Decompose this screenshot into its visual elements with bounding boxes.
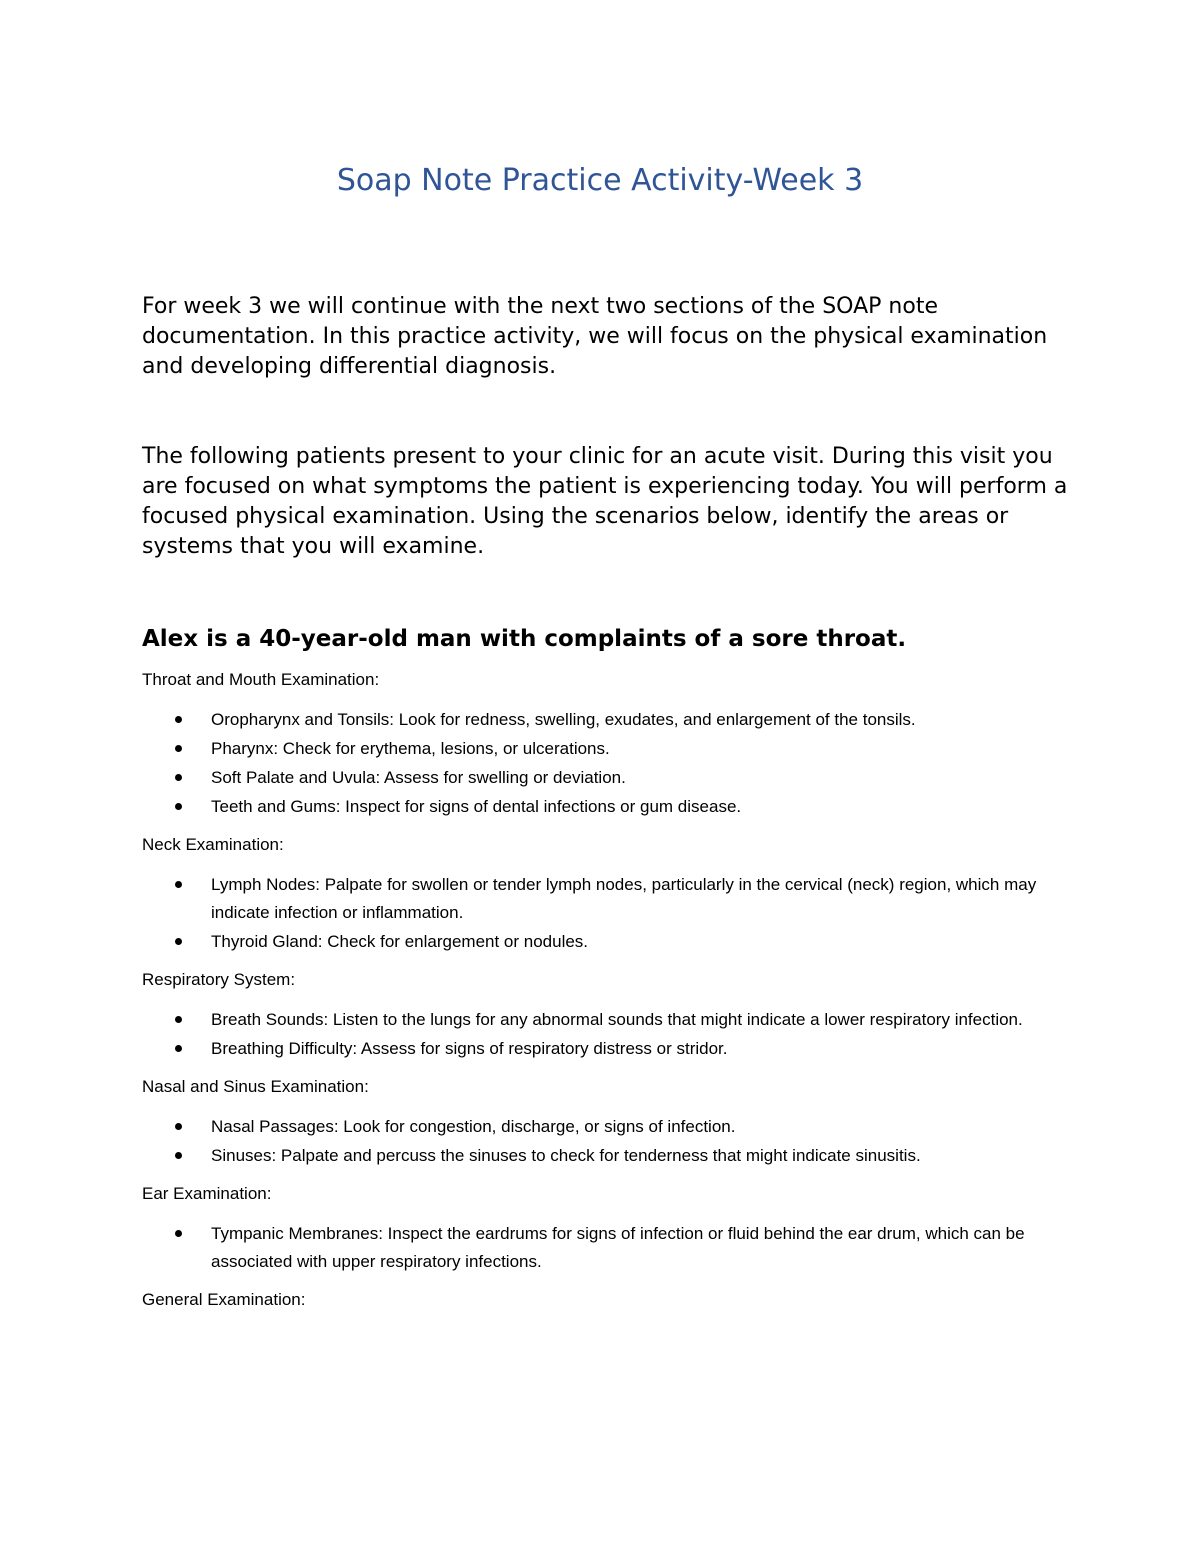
list-item (142, 1220, 1072, 1276)
list-item (142, 928, 1072, 956)
bullet-list (142, 871, 1072, 956)
intro-paragraph-2: The following patients present to your clinic for an acute visit. During this visit you are focused on what symptoms the patient is experiencing today. You will perform a focused physical examination. Using the scenarios below, identify the areas or systems that you will examine. (142, 444, 1068, 559)
list-item-text: Nasal Passages: Look for congestion, discharge, or signs of infection. (211, 1117, 736, 1136)
bullet-icon (175, 1016, 182, 1023)
list-item-text: Lymph Nodes: Palpate for swollen or tender lymph nodes, particularly in the cervical (neck) region, which may indicate infection or inflammation. (211, 875, 1037, 922)
section-neck (142, 833, 1072, 956)
list-item-text: Breath Sounds: Listen to the lungs for any abnormal sounds that might indicate a lower respiratory infection. (211, 1010, 1023, 1029)
list-item (142, 764, 1072, 792)
list-item-text: Tympanic Membranes: Inspect the eardrums for signs of infection or fluid behind the ear drum, which can be associated with upper respiratory infections. (211, 1224, 1025, 1271)
list-item-text: Teeth and Gums: Inspect for signs of dental infections or gum disease. (211, 797, 742, 816)
section-nasal-sinus (142, 1075, 1072, 1170)
list-item (142, 793, 1072, 821)
bullet-icon (175, 938, 182, 945)
list-item-text: Oropharynx and Tonsils: Look for redness, swelling, exudates, and enlargement of the tonsils. (211, 710, 916, 729)
list-item-text: Breathing Difficulty: Assess for signs of respiratory distress or stridor. (211, 1039, 728, 1058)
bullet-icon (175, 774, 182, 781)
section-general (142, 1288, 1072, 1312)
bullet-icon (175, 745, 182, 752)
list-item (142, 735, 1072, 763)
section-heading: Ear Examination: (142, 1184, 272, 1203)
list-item (142, 1113, 1072, 1141)
section-ear (142, 1182, 1072, 1276)
section-heading: Respiratory System: (142, 970, 296, 989)
document-title: Soap Note Practice Activity-Week 3 (336, 163, 864, 198)
list-item-text: Sinuses: Palpate and percuss the sinuses to check for tenderness that might indicate sinusitis. (211, 1146, 921, 1165)
document-body (142, 292, 1072, 1326)
list-item (142, 1035, 1072, 1063)
list-item (142, 1006, 1072, 1034)
section-throat-mouth (142, 668, 1072, 821)
list-item-text: Pharynx: Check for erythema, lesions, or ulcerations. (211, 739, 610, 758)
scenario-heading: Alex is a 40-year-old man with complaints of a sore throat. (142, 626, 907, 652)
section-heading: Nasal and Sinus Examination: (142, 1077, 369, 1096)
section-heading: Neck Examination: (142, 835, 284, 854)
section-heading: Throat and Mouth Examination: (142, 670, 380, 689)
bullet-icon (175, 716, 182, 723)
bullet-list (142, 1113, 1072, 1170)
section-heading: General Examination: (142, 1290, 306, 1309)
list-item (142, 706, 1072, 734)
bullet-icon (175, 1123, 182, 1130)
bullet-icon (175, 881, 182, 888)
list-item-text: Soft Palate and Uvula: Assess for swelling or deviation. (211, 768, 626, 787)
bullet-icon (175, 1230, 182, 1237)
bullet-icon (175, 803, 182, 810)
list-item (142, 871, 1072, 927)
bullet-list (142, 706, 1072, 821)
bullet-icon (175, 1045, 182, 1052)
bullet-icon (175, 1152, 182, 1159)
list-item-text: Thyroid Gland: Check for enlargement or nodules. (211, 932, 589, 951)
list-item (142, 1142, 1072, 1170)
section-respiratory (142, 968, 1072, 1063)
bullet-list (142, 1006, 1072, 1063)
intro-paragraph-1: For week 3 we will continue with the next two sections of the SOAP note documentation. In this practice activity, we will focus on the physical examination and developing differential diagnosis. (142, 294, 1048, 379)
bullet-list (142, 1220, 1072, 1276)
